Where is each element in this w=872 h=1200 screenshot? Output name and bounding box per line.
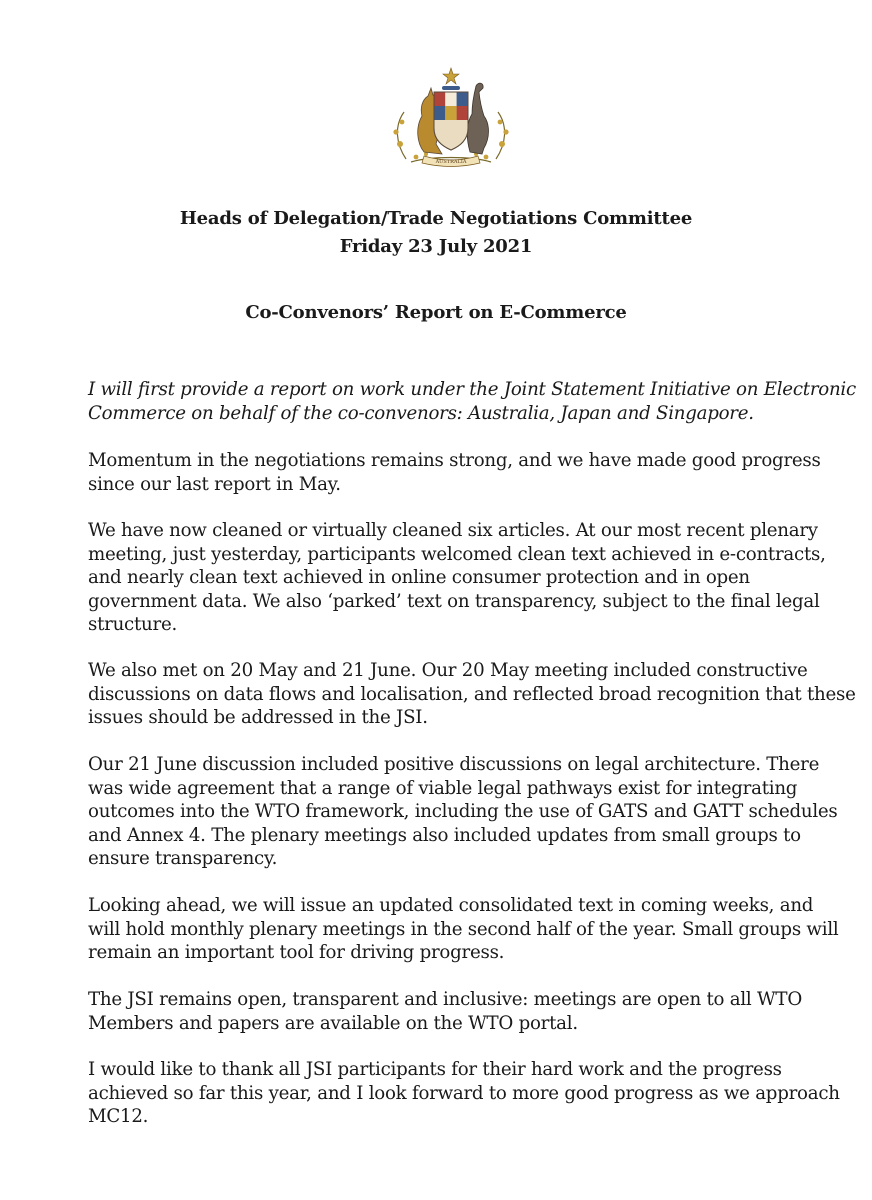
paragraph-line: Our 21 June discussion included positive discussions on legal architecture. There — [88, 754, 820, 775]
paragraph-line: issues should be addressed in the JSI. — [88, 707, 428, 728]
paragraph-thanks — [88, 1058, 840, 1129]
paragraph-line: discussions on data flows and localisation, and reflected broad recognition that these — [88, 683, 856, 705]
paragraph-line: government data. We also ‘parked’ text on transparency, subject to the final legal — [88, 590, 820, 612]
paragraph-line: I will first provide a report on work under the Joint Statement Initiative on Electronic — [88, 379, 856, 400]
paragraph-line: structure. — [88, 614, 177, 635]
paragraph-line: remain an important tool for driving progress. — [88, 942, 505, 963]
header-committee: Heads of Delegation/Trade Negotiations Committee — [179, 208, 693, 229]
paragraph-legal-architecture — [88, 753, 838, 871]
paragraph-line: Momentum in the negotiations remains strong, and we have made good progress — [88, 450, 821, 471]
paragraph-line: meeting, just yesterday, participants welcomed clean text achieved in e-contracts, — [88, 543, 826, 565]
paragraph-line: since our last report in May. — [88, 473, 341, 495]
header-date: Friday 23 July 2021 — [339, 236, 533, 257]
paragraph-line: The JSI remains open, transparent and inclusive: meetings are open to all WTO — [88, 989, 802, 1010]
crest-motto: AUSTRALIA — [435, 159, 467, 165]
paragraph-looking-ahead — [88, 894, 839, 965]
paragraph-line: and nearly clean text achieved in online consumer protection and in open — [88, 567, 750, 588]
paragraph-line: and Annex 4. The plenary meetings also included updates from small groups to — [88, 824, 801, 846]
paragraph-line: outcomes into the WTO framework, including the use of GATS and GATT schedules — [88, 801, 838, 822]
paragraph-line: Commerce on behalf of the co-convenors: Australia, Japan and Singapore. — [88, 402, 754, 424]
intro-paragraph — [88, 378, 856, 425]
paragraph-cleaned-articles — [88, 519, 828, 637]
paragraph-line: We have now cleaned or virtually cleaned six articles. At our most recent plenary — [88, 520, 818, 541]
paragraph-line: will hold monthly plenary meetings in the second half of the year. Small groups will — [88, 918, 839, 940]
paragraph-momentum — [88, 449, 828, 496]
paragraph-line: We also met on 20 May and 21 June. Our 20 May meeting included constructive — [88, 660, 808, 681]
report-title: Co-Convenors’ Report on E-Commerce — [245, 302, 627, 323]
paragraph-line: ensure transparency. — [88, 848, 278, 869]
paragraph-line: MC12. — [88, 1106, 149, 1127]
paragraph-line: Members and papers are available on the WTO portal. — [88, 1012, 578, 1034]
paragraph-may-june-meetings — [88, 659, 856, 730]
paragraph-jsi-open — [88, 988, 828, 1035]
paragraph-line: I would like to thank all JSI participants for their hard work and the progress — [88, 1059, 782, 1080]
paragraph-line: was wide agreement that a range of viable legal pathways exist for integrating — [88, 777, 798, 799]
paragraph-line: Looking ahead, we will issue an updated consolidated text in coming weeks, and — [88, 895, 814, 916]
document-header — [0, 205, 872, 261]
paragraph-line: achieved so far this year, and I look forward to more good progress as we approach — [88, 1082, 840, 1104]
coat-of-arms-logo — [386, 64, 516, 168]
